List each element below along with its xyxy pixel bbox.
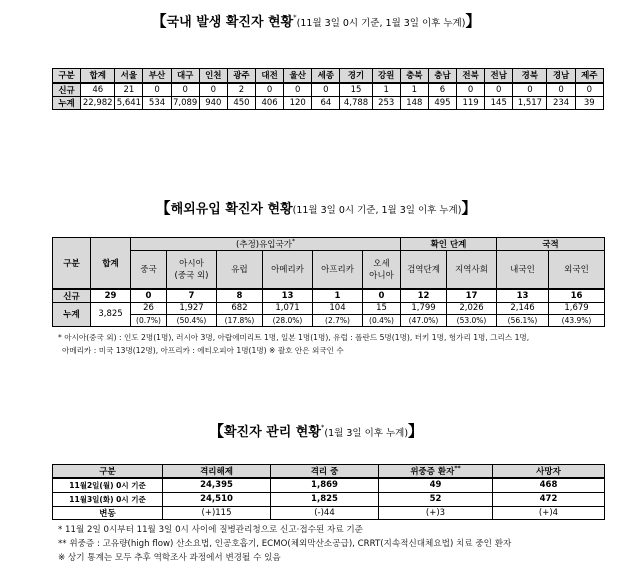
mgmt-row-label: 11월2일(월) 0시 기준 xyxy=(53,478,163,492)
domestic-cell: 406 xyxy=(256,96,284,109)
domestic-cell: 1 xyxy=(372,83,400,97)
domestic-cell: 46 xyxy=(81,83,115,97)
pct-cell: (0.4%) xyxy=(363,314,401,326)
domestic-cell: 0 xyxy=(143,83,171,97)
imported-note-1: * 아시아(중국 외) : 인도 2명(1명), 러시아 3명, 아랍에미리트 1명, 일본 1명(1명), 유럽 : 폴란드 5명(1명), 터키 1명, 헝가리 1명, 그리스 1명, xyxy=(58,333,530,342)
domestic-cell: 5,641 xyxy=(116,97,142,108)
domestic-cell: 119 xyxy=(457,96,485,109)
mgmt-hdr-gubun: 구분 xyxy=(53,465,163,479)
domestic-cell: 7,089 xyxy=(172,97,198,108)
mgmt-note-1: * 11월 2일 0시부터 11월 3일 0시 사이에 질병관리청으로 신고·접수된 자료 기준 xyxy=(58,525,363,535)
cell: 7 xyxy=(167,289,217,303)
cell: 17 xyxy=(447,289,497,303)
domestic-cell: 120 xyxy=(284,96,312,109)
domestic-cell: 39 xyxy=(575,96,603,109)
hdr-africa: 아프리카 xyxy=(313,251,363,289)
section3-title-main: 확진자 관리 현황 xyxy=(223,425,321,440)
imported-note-2: 아메리카 : 미국 13명(12명), 아프리카 : 에티오피아 1명(1명) ※ 괄호 안은 외국인 수 xyxy=(62,346,344,355)
mgmt-row-label: 변동 xyxy=(53,506,163,519)
section1-title: 【국내 발생 확진자 현황*(11월 3일 0시 기준, 1월 3일 이후 누계)】 xyxy=(151,12,481,30)
section2-title: 【해외유입 확진자 현황(11월 3일 0시 기준, 1월 3일 이후 누계)】 xyxy=(155,199,477,217)
domestic-header-cell: 서울 xyxy=(115,69,143,83)
domestic-header-cell: 광주 xyxy=(227,69,255,83)
imported-cases-table xyxy=(52,237,605,327)
domestic-cell: 64 xyxy=(312,96,340,109)
cell: 1,679 xyxy=(549,302,605,314)
domestic-cell: 0 xyxy=(312,83,340,97)
domestic-cell: 0 xyxy=(547,83,575,97)
domestic-header-cell: 강원 xyxy=(372,69,400,83)
domestic-header-cell: 전남 xyxy=(485,69,513,83)
pct-cell: (28.0%) xyxy=(263,314,313,326)
domestic-cell: 4,788 xyxy=(340,96,372,109)
section3-title-star: * xyxy=(320,423,325,432)
mgmt-row-label: 11월3일(화) 0시 기준 xyxy=(53,492,163,506)
domestic-header-cell: 세종 xyxy=(312,69,340,83)
pct-cell: (47.0%) xyxy=(401,314,447,326)
hdr-america: 아메리카 xyxy=(263,251,313,289)
cell: 16 xyxy=(549,289,605,303)
cell: 24,510 xyxy=(163,492,271,506)
pct-cell: (56.1%) xyxy=(497,314,549,326)
hdr-europe: 유럽 xyxy=(217,251,263,289)
domestic-cell: 940 xyxy=(199,96,227,109)
cum-total: 3,825 xyxy=(91,302,131,326)
domestic-header-cell: 울산 xyxy=(284,69,312,83)
section2-title-main: 해외유입 확진자 현황 xyxy=(170,202,293,217)
cell: 1,799 xyxy=(401,302,447,314)
pct-cell: (0.7%) xyxy=(131,314,167,326)
pct-cell: (50.4%) xyxy=(167,314,217,326)
domestic-cell: 253 xyxy=(372,96,400,109)
cell: 682 xyxy=(217,302,263,314)
domestic-cell: 22,982 xyxy=(81,96,115,109)
domestic-cell: 145 xyxy=(485,96,513,109)
section3-title: 【확진자 관리 현황*(1월 3일 이후 누계)】 xyxy=(208,422,424,440)
domestic-header-cell: 충남 xyxy=(428,69,456,83)
domestic-cell: 0 xyxy=(199,83,227,97)
cell: 1,071 xyxy=(263,302,313,314)
row-label-new: 신규 xyxy=(53,289,91,303)
domestic-header-cell: 경기 xyxy=(340,69,372,83)
cell: 49 xyxy=(379,478,493,492)
cell: 2,026 xyxy=(447,302,497,314)
domestic-cell: 0 xyxy=(485,83,513,97)
cell: 15 xyxy=(363,302,401,314)
domestic-cell: 1,517 xyxy=(513,96,547,109)
hdr-china: 중국 xyxy=(131,251,167,289)
domestic-cell: 21 xyxy=(115,83,143,97)
hdr-nationality: 국적 xyxy=(497,238,605,251)
domestic-cell: 534 xyxy=(143,96,171,109)
hdr-total: 합계 xyxy=(91,238,131,289)
cell: 1 xyxy=(313,289,363,303)
pct-cell: (17.8%) xyxy=(217,314,263,326)
cell: 472 xyxy=(493,492,605,506)
domestic-cell: 0 xyxy=(284,83,312,97)
cell: 1,869 xyxy=(271,478,379,492)
cell: 8 xyxy=(217,289,263,303)
cell: 29 xyxy=(91,289,131,303)
section1-title-sub: (11월 3일 0시 기준, 1월 3일 이후 누계) xyxy=(296,18,466,29)
cell: 2,146 xyxy=(497,302,549,314)
domestic-row-label: 신규 xyxy=(53,83,81,97)
domestic-header-cell: 대전 xyxy=(256,69,284,83)
domestic-cell: 495 xyxy=(428,96,456,109)
domestic-cell: 0 xyxy=(513,83,547,97)
domestic-cell: 15 xyxy=(340,83,372,97)
hdr-korean: 내국인 xyxy=(497,251,549,289)
hdr-quarantine: 검역단계 xyxy=(401,251,447,289)
section3-title-sub: (1월 3일 이후 누계) xyxy=(324,428,409,439)
pct-cell: (53.0%) xyxy=(447,314,497,326)
cell: 24,395 xyxy=(163,478,271,492)
mgmt-hdr-critical: 위중증 환자** xyxy=(379,465,493,479)
domestic-header-cell: 전북 xyxy=(457,69,485,83)
mgmt-hdr-released: 격리해제 xyxy=(163,465,271,479)
cell: 26 xyxy=(131,302,167,314)
domestic-cell: 0 xyxy=(575,83,603,97)
domestic-cell: 234 xyxy=(547,96,575,109)
section2-title-sub: (11월 3일 0시 기준, 1월 3일 이후 누계) xyxy=(292,205,462,216)
domestic-header-cell: 대구 xyxy=(171,69,199,83)
domestic-header-cell: 제주 xyxy=(575,69,603,83)
cell: 12 xyxy=(401,289,447,303)
domestic-cell: 450 xyxy=(227,96,255,109)
row-label-cum: 누계 xyxy=(53,302,91,326)
mgmt-note-2: ** 위중증 : 고유량(high flow) 산소요법, 인공호흡기, ECMO(체외막산소공급), CRRT(지속적신대체요법) 치료 중인 환자 xyxy=(58,539,512,549)
domestic-cell: 1 xyxy=(400,83,428,97)
hdr-stage: 확인 단계 xyxy=(401,238,497,251)
domestic-cell: 148 xyxy=(400,96,428,109)
domestic-cell: 0 xyxy=(171,83,199,97)
cell: (+)3 xyxy=(379,506,493,519)
cell: (+)115 xyxy=(163,506,271,519)
domestic-header-cell: 부산 xyxy=(143,69,171,83)
domestic-cases-table xyxy=(52,68,604,110)
domestic-header-cell: 충북 xyxy=(400,69,428,83)
mgmt-note-3: ※ 상기 통계는 모두 추후 역학조사 과정에서 변경될 수 있음 xyxy=(58,553,281,563)
hdr-asia: 아시아 (중국 외) xyxy=(167,251,217,289)
mgmt-hdr-isolated: 격리 중 xyxy=(271,465,379,479)
domestic-cell: 2 xyxy=(227,83,255,97)
case-management-table xyxy=(52,464,605,520)
domestic-header-cell: 경남 xyxy=(547,69,575,83)
cell: 104 xyxy=(313,302,363,314)
pct-cell: (2.7%) xyxy=(313,314,363,326)
domestic-cell: 0 xyxy=(256,83,284,97)
cell: 13 xyxy=(263,289,313,303)
cell: 1,825 xyxy=(271,492,379,506)
cell: 468 xyxy=(493,478,605,492)
domestic-row-label: 누계 xyxy=(53,96,81,109)
cell: 52 xyxy=(379,492,493,506)
hdr-foreign: 외국인 xyxy=(549,251,605,289)
domestic-header-cell: 인천 xyxy=(199,69,227,83)
hdr-oceania: 오세 아니아 xyxy=(363,251,401,289)
cell: 0 xyxy=(363,289,401,303)
mgmt-hdr-deaths: 사망자 xyxy=(493,465,605,479)
domestic-header-cell: 합계 xyxy=(81,69,115,83)
hdr-community: 지역사회 xyxy=(447,251,497,289)
section1-title-star: * xyxy=(293,13,297,22)
domestic-header-cell: 구분 xyxy=(53,69,81,83)
cell: (+)4 xyxy=(493,506,605,519)
hdr-gubun: 구분 xyxy=(53,238,91,289)
domestic-cell: 6 xyxy=(428,83,456,97)
pct-cell: (43.9%) xyxy=(549,314,605,326)
domestic-cell: 0 xyxy=(457,83,485,97)
cell: (-)44 xyxy=(271,506,379,519)
section1-title-main: 국내 발생 확진자 현황 xyxy=(166,15,294,30)
domestic-header-cell: 경북 xyxy=(513,69,547,83)
hdr-origin: (추정)유입국가* xyxy=(131,238,401,251)
cell: 13 xyxy=(497,289,549,303)
cell: 0 xyxy=(131,289,167,303)
cell: 1,927 xyxy=(167,302,217,314)
